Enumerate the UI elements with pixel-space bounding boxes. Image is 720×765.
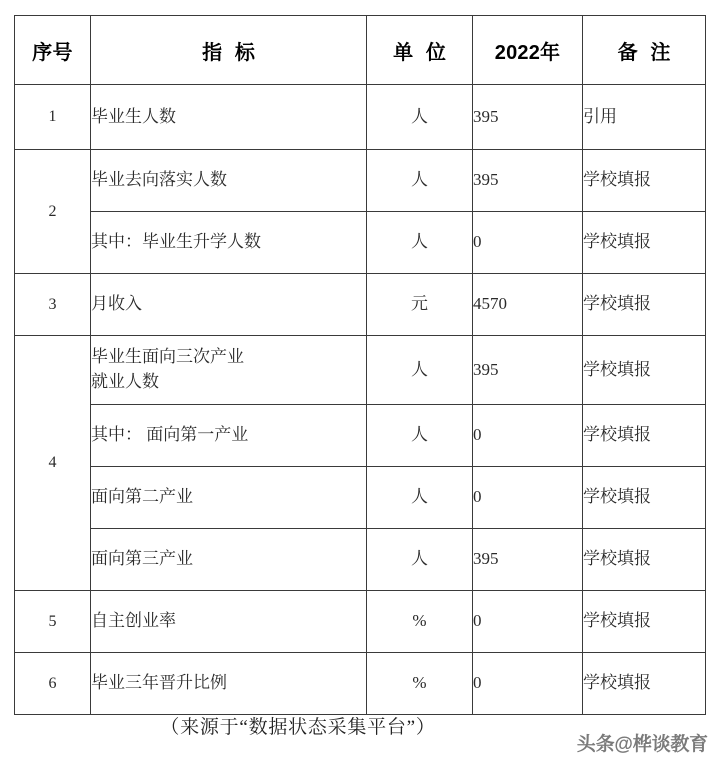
row-indicator: [91, 85, 367, 150]
row-unit: %: [367, 653, 473, 715]
table-row: [15, 467, 706, 529]
row-no-merged: 4: [15, 336, 91, 591]
row-unit: 人: [367, 467, 473, 529]
indicator-line-1: 毕业三年晋升比例: [91, 673, 227, 693]
indicator-line-1: 毕业生人数: [91, 106, 176, 126]
row-note: 学校填报: [583, 212, 706, 274]
row-unit: 人: [367, 336, 473, 405]
indicator-line-1: 自主创业率: [91, 611, 176, 631]
row-value-2022: 0: [473, 653, 583, 715]
row-indicator: [91, 274, 367, 336]
row-note: 学校填报: [583, 529, 706, 591]
row-note: 学校填报: [583, 336, 706, 405]
row-note: 学校填报: [583, 591, 706, 653]
row-value-2022: 4570: [473, 274, 583, 336]
row-no: 6: [15, 653, 91, 715]
row-no: 1: [15, 85, 91, 150]
row-value-2022: 0: [473, 467, 583, 529]
row-note: 学校填报: [583, 467, 706, 529]
row-indicator: [91, 405, 367, 467]
row-note: 引用: [583, 85, 706, 150]
row-unit: 人: [367, 212, 473, 274]
indicator-line-1: 月收入: [91, 294, 142, 314]
column-header-indicator: 指 标: [91, 16, 367, 85]
indicator-line-1: 毕业生面向三次产业: [91, 347, 244, 367]
table-row: [15, 85, 706, 150]
watermark: 头条@桦谈教育: [576, 734, 708, 755]
row-indicator: [91, 150, 367, 212]
row-unit: 人: [367, 529, 473, 591]
row-value-2022: 0: [473, 591, 583, 653]
row-no: 3: [15, 274, 91, 336]
row-value-2022: 395: [473, 150, 583, 212]
row-value-2022: 0: [473, 212, 583, 274]
table-header: [15, 16, 706, 85]
table-row: [15, 212, 706, 274]
row-value-2022: 0: [473, 405, 583, 467]
row-indicator: [91, 336, 367, 405]
indicator-line-1: 面向第三产业: [91, 549, 193, 569]
row-indicator: [91, 653, 367, 715]
row-unit: %: [367, 591, 473, 653]
table-row: [15, 150, 706, 212]
row-note: 学校填报: [583, 653, 706, 715]
table-body: [15, 85, 706, 715]
table-header-row: [15, 16, 706, 85]
indicator-line-1: 其中： 面向第一产业: [91, 425, 249, 445]
row-no-merged: 2: [15, 150, 91, 274]
row-unit: 人: [367, 85, 473, 150]
row-unit: 人: [367, 405, 473, 467]
table-row: [15, 405, 706, 467]
table-row: [15, 653, 706, 715]
employment-statistics-table: [14, 15, 706, 715]
row-indicator: [91, 529, 367, 591]
indicator-line-2: 就业人数: [91, 372, 159, 391]
row-no: 5: [15, 591, 91, 653]
source-note-text: （来源于“数据状态采集平台”）: [160, 717, 436, 738]
indicator-line-1: 其中：毕业生升学人数: [91, 232, 261, 252]
table-row: [15, 591, 706, 653]
column-header-year: 2022年: [473, 16, 583, 85]
column-header-no: 序号: [15, 16, 91, 85]
row-unit: 元: [367, 274, 473, 336]
row-value-2022: 395: [473, 336, 583, 405]
row-note: 学校填报: [583, 405, 706, 467]
row-note: 学校填报: [583, 150, 706, 212]
row-indicator: [91, 212, 367, 274]
table-row: [15, 529, 706, 591]
column-header-note: 备 注: [583, 16, 706, 85]
row-value-2022: 395: [473, 529, 583, 591]
table-row: [15, 336, 706, 405]
indicator-line-1: 面向第二产业: [91, 487, 193, 507]
statistics-table-container: [14, 15, 705, 715]
table-row: [15, 274, 706, 336]
row-note: 学校填报: [583, 274, 706, 336]
column-header-unit: 单 位: [367, 16, 473, 85]
indicator-line-1: 毕业去向落实人数: [91, 170, 227, 190]
row-value-2022: 395: [473, 85, 583, 150]
row-indicator: [91, 591, 367, 653]
row-indicator: [91, 467, 367, 529]
row-unit: 人: [367, 150, 473, 212]
